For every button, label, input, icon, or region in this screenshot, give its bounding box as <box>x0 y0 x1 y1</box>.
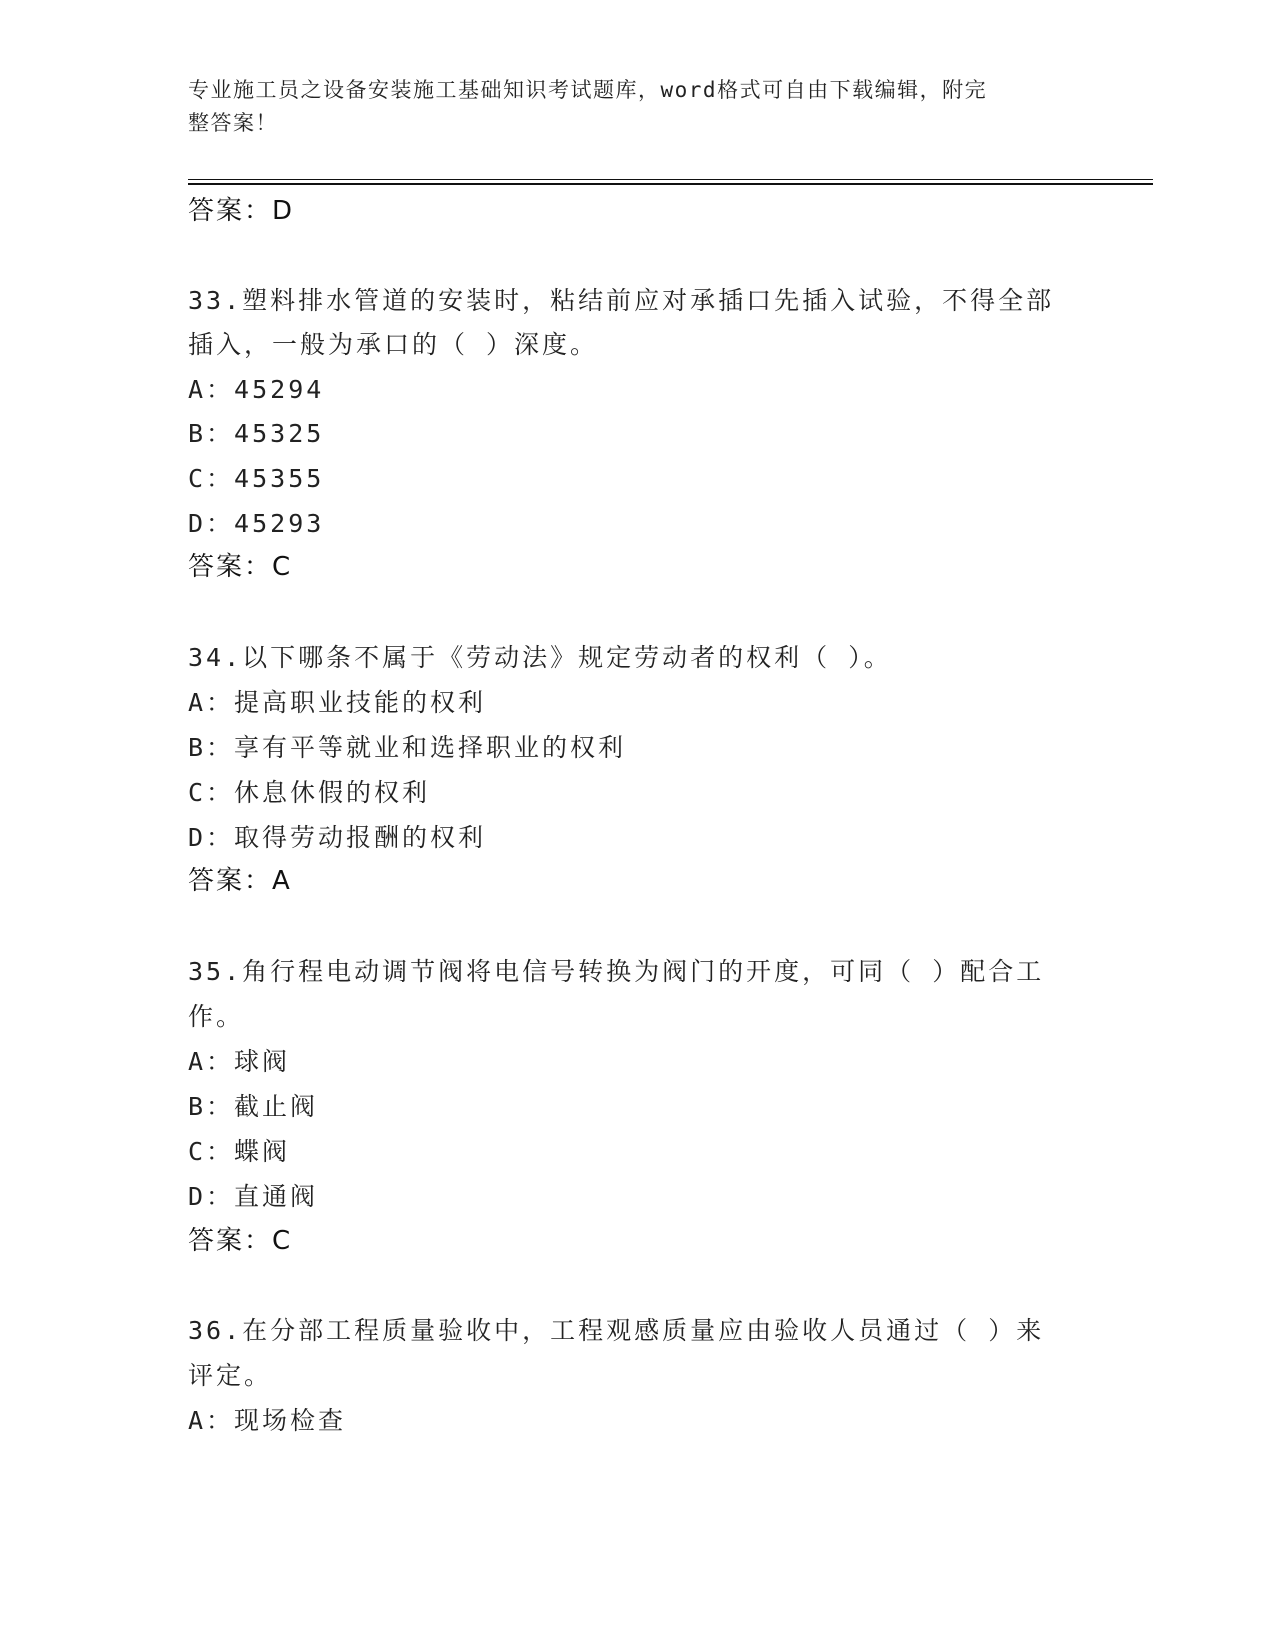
q36-stem-line-1: 36.在分部工程质量验收中，工程观感质量应由验收人员通过（ ）来 <box>188 1316 1045 1345</box>
q35-option-c: C：蝶阀 <box>188 1137 291 1166</box>
q33-stem-line-2: 插入，一般为承口的（ ）深度。 <box>188 330 599 359</box>
q33-option-b: B：45325 <box>188 419 325 448</box>
q34-answer: 答案：A <box>188 866 292 896</box>
q35-option-d: D：直通阀 <box>188 1182 319 1211</box>
q33-option-a: A：45294 <box>188 375 325 404</box>
header-rule-thick <box>188 183 1153 185</box>
q35-stem-line-2: 作。 <box>188 1002 245 1031</box>
q35-option-a: A：球阀 <box>188 1047 291 1076</box>
q35-stem-line-1: 35.角行程电动调节阀将电信号转换为阀门的开度，可同（ ）配合工 <box>188 957 1045 986</box>
q34-option-c: C：休息休假的权利 <box>188 778 431 807</box>
q35-option-b: B：截止阀 <box>188 1092 319 1121</box>
document-header <box>188 74 1068 140</box>
q33-answer: 答案：C <box>188 552 293 582</box>
q34-option-d: D：取得劳动报酬的权利 <box>188 823 487 852</box>
header-line-1: 专业施工员之设备安装施工基础知识考试题库，word格式可自由下载编辑，附完 <box>188 78 988 102</box>
answer-32: 答案：D <box>188 196 295 226</box>
q35-answer: 答案：C <box>188 1226 293 1256</box>
header-rule-thin <box>188 179 1153 180</box>
q33-option-c: C：45355 <box>188 464 325 493</box>
header-line-2: 整答案！ <box>188 111 278 135</box>
q36-option-a: A：现场检查 <box>188 1406 347 1435</box>
q34-option-b: B：享有平等就业和选择职业的权利 <box>188 733 627 762</box>
q36-stem-line-2: 评定。 <box>188 1361 273 1390</box>
q34-stem-line-1: 34.以下哪条不属于《劳动法》规定劳动者的权利（ ）。 <box>188 643 892 672</box>
q33-stem-line-1: 33.塑料排水管道的安装时，粘结前应对承插口先插入试验，不得全部 <box>188 286 1055 315</box>
q33-option-d: D：45293 <box>188 509 325 538</box>
q34-option-a: A：提高职业技能的权利 <box>188 688 487 717</box>
